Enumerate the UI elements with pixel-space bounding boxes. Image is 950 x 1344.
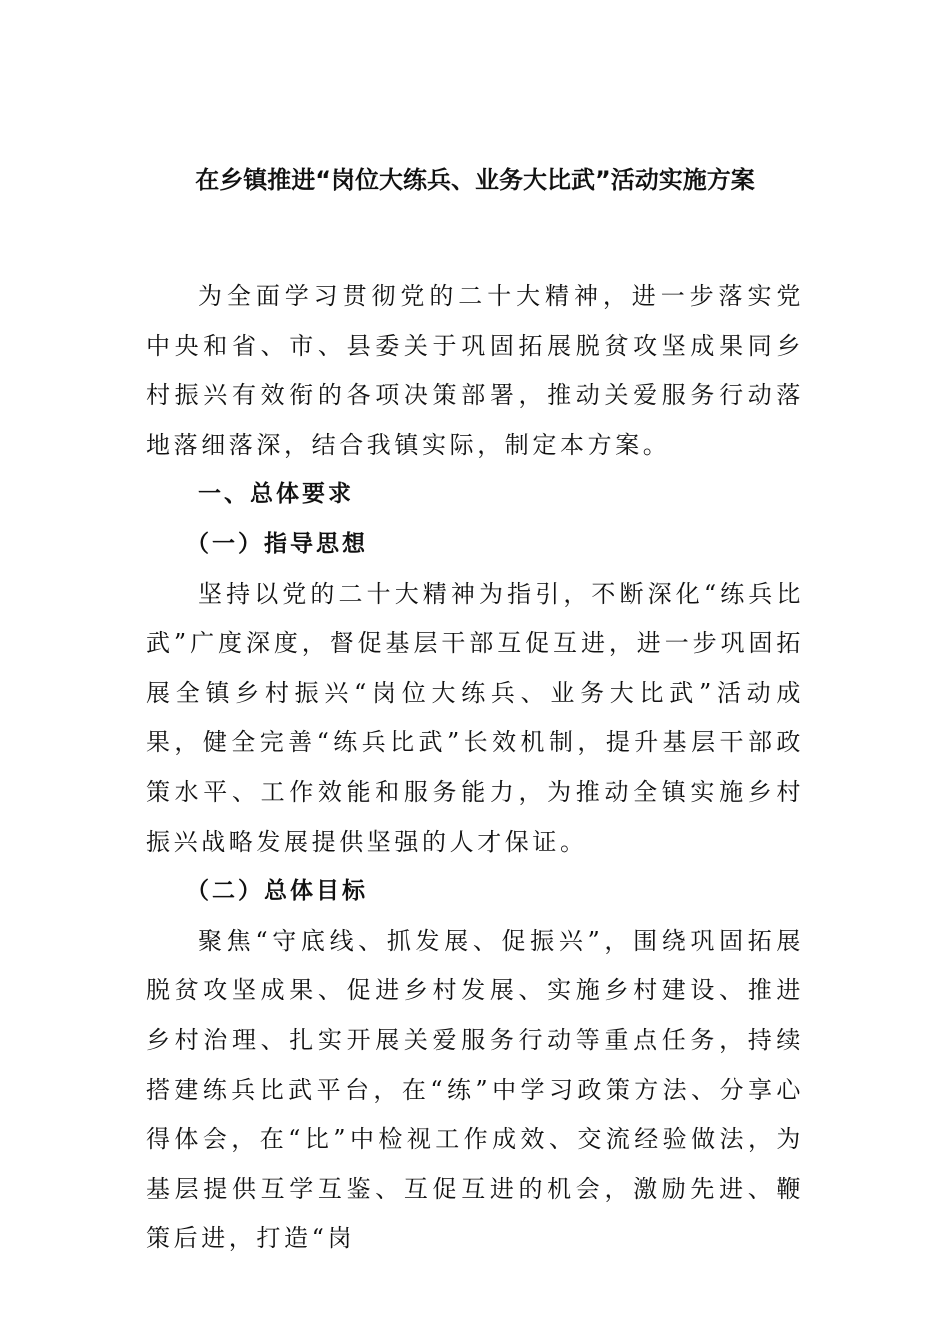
subsection-heading-overall-goals: （二）总体目标 bbox=[186, 878, 368, 905]
guiding-ideology-paragraph: 坚持以党的二十大精神为指引，不断深化“练兵比武”广度深度，督促基层干部互促互进，进一步巩固拓展全镇乡村振兴“岗位大练兵、业务大比武”活动成果，健全完善“练兵比武”长效机制，提升基层干部政策水平、工作效能和服务能力，为推动全镇实施乡村振兴战略发展提供坚强的人才保证。 bbox=[146, 579, 804, 856]
document-title: 在乡镇推进“岗位大练兵、业务大比武”活动实施方案 bbox=[195, 166, 755, 194]
document-body bbox=[146, 272, 804, 1264]
section-heading-general-requirements: 一、总体要求 bbox=[198, 481, 354, 508]
intro-paragraph: 为全面学习贯彻党的二十大精神，进一步落实党中央和省、市、县委关于巩固拓展脱贫攻坚成果同乡村振兴有效衔的各项决策部署，推动关爱服务行动落地落细落深，结合我镇实际，制定本方案。 bbox=[146, 282, 804, 459]
overall-goals-paragraph: 聚焦“守底线、抓发展、促振兴”，围绕巩固拓展脱贫攻坚成果、促进乡村发展、实施乡村建设、推进乡村治理、扎实开展关爱服务行动等重点任务，持续搭建练兵比武平台，在“练”中学习政策方法、分享心得体会，在“比”中检视工作成效、交流经验做法，为基层提供互学互鉴、互促互进的机会，激励先进、鞭策后进，打造“岗 bbox=[146, 926, 804, 1253]
subsection-heading-guiding-ideology: （一）指导思想 bbox=[186, 530, 368, 557]
